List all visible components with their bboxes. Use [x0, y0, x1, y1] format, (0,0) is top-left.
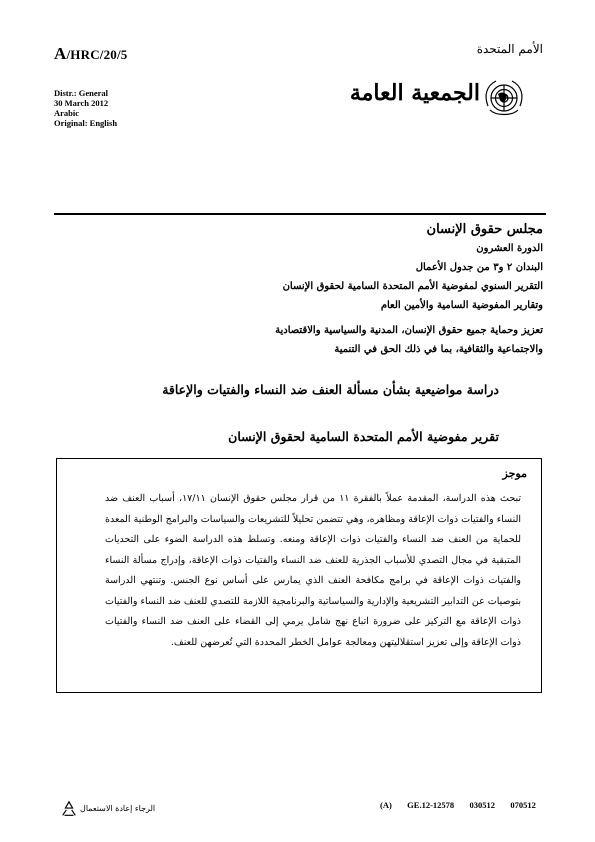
header-divider [54, 213, 546, 215]
summary-box [56, 458, 542, 693]
document-language: Arabic [54, 108, 80, 118]
council-name: مجلس حقوق الإنسان [426, 222, 543, 237]
summary-heading: موجز [502, 467, 527, 480]
document-symbol-rest: /HRC/20/5 [66, 47, 128, 62]
document-date: 30 March 2012 [54, 98, 109, 108]
general-assembly-title: الجمعية العامة [349, 80, 480, 106]
document-metadata [54, 88, 117, 128]
united-nations-heading: الأمم المتحدة [476, 42, 543, 56]
agenda-item-reports: وتقارير المفوضية السامية والأمين العام [380, 300, 543, 311]
recycle-note: الرجاء إعادة الاستعمال [80, 804, 156, 813]
distribution-label: Distr.: General [54, 88, 108, 98]
session-label: الدورة العشرون [476, 243, 543, 254]
agenda-items: البندان ٢ و٣ من جدول الأعمال [415, 262, 543, 273]
agenda-item-annual-report: التقرير السنوي لمفوضية الأمم المتحدة السامية لحقوق الإنسان [282, 281, 543, 292]
document-number: (A) GE.12-12578 030512 070512 [380, 800, 536, 810]
document-symbol [54, 44, 128, 64]
agenda-item-promotion: تعزيز وحماية جميع حقوق الإنسان، المدنية والسياسية والاقتصادية [275, 325, 543, 336]
document-symbol-prefix: A [54, 44, 67, 63]
report-author: تقرير مفوضية الأمم المتحدة السامية لحقوق الإنسان [228, 429, 499, 444]
agenda-item-promotion-cont: والاجتماعية والثقافية، بما في ذلك الحق في التنمية [334, 344, 543, 355]
summary-text: تبحث هذه الدراسة، المقدمة عملاً بالفقرة ١١ من قرار مجلس حقوق الإنسان ١٧/١١، أسباب العنف ضد النساء والفتيات ذوات الإعاقة ومظاهره، وهي تتضمن تحليلاً للتشريعات والسياسات والبرامج الوطنية المعدة للحماية من العنف ضد النساء والفتيات ذوات الإعاقة ومنعه. وتسلط هذه الدراسة الضوء على التحديات المتبقية في مجال التصدي للأسباب الجذرية للعنف ضد النساء والفتيات ذوات الإعاقة، وإدراج مسألة النساء والفتيات ذوات الإعاقة في برامج مكافحة العنف الذي يمارس على أساس نوع الجنس. وتنتهي الدراسة بتوصيات عن التدابير التشريعية والإدارية والسياساتية والبرنامجية اللازمة للتصدي للعنف ضد النساء والفتيات ذوات الإعاقة مع التركيز على ضرورة اتباع نهج شامل يرمي إلى القضاء على العنف ضد النساء والفتيات ذوات الإعاقة وإلى تعزيز استقلاليتهن ومعالجة عوامل الخطر المحددة التي تُعرضهن للعنف. [105, 493, 521, 648]
recycle-icon [60, 800, 78, 818]
original-language: Original: English [54, 118, 118, 128]
study-title: دراسة مواضيعية بشأن مسألة العنف ضد النساء والفتيات والإعاقة [162, 382, 499, 397]
un-emblem-icon [482, 76, 526, 120]
